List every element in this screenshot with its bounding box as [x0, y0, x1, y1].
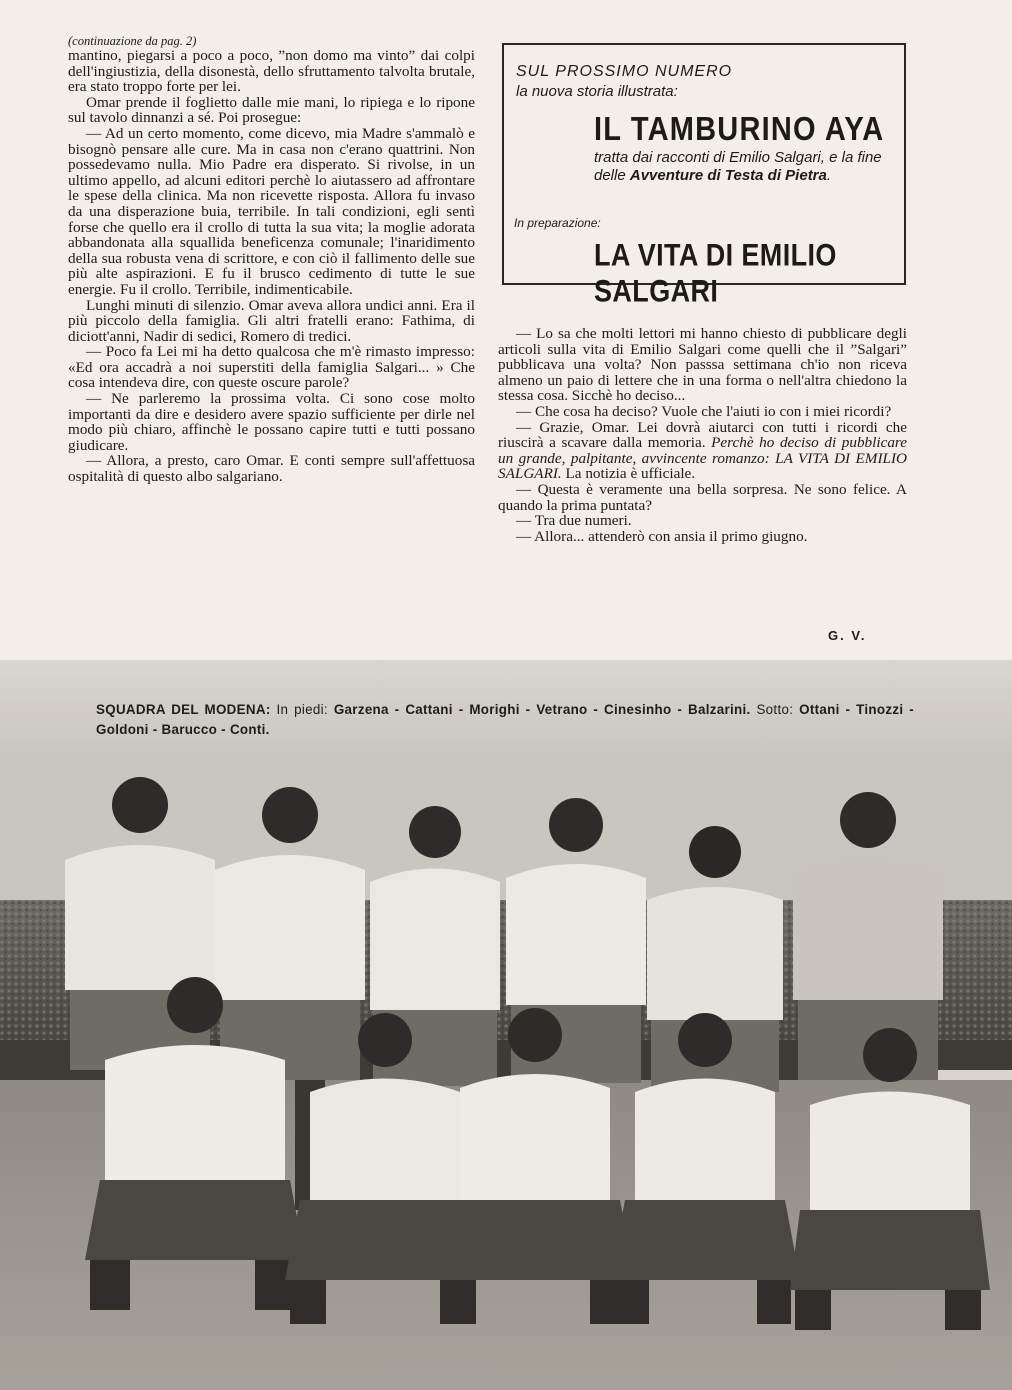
paragraph: — Allora, a presto, caro Omar. E conti sempre sull'affettuosa ospitalità di questo albo salgariano. [68, 452, 475, 486]
paragraph: — Poco fa Lei mi ha detto qualcosa che m'è rimasto impresso: «Ed ora accadrà a noi superstiti della famiglia Salgari... » Che cosa intendeva dire, con queste oscure parole? [68, 343, 475, 392]
caption-standing-label: In piedi: [270, 702, 334, 717]
team-photo [0, 660, 1012, 1390]
italic-announcement: Perchè ho deciso di pubblicare un grande, palpitante, avvincente romanzo: LA VITA DI EMILIO SALGARI. [498, 434, 908, 483]
paragraph: — Allora... attenderò con ansia il primo giugno. [516, 527, 808, 545]
caption-standing-names: Garzena - Cattani - Morighi - Vetrano - Cinesinho - Balzarini. [333, 702, 751, 717]
story-description-text: tratta dai racconti di Emilio Salgari, e la fine delle [594, 149, 882, 184]
story-description-bold: Avventure di Testa di Pietra [629, 166, 827, 184]
paragraph: — Ne parleremo la prossima volta. Ci sono cose molto importanti da dire e desidero avere spazio sufficiente per dirle nel modo più chiaro, affinchè le possano capire tutti e tutti possano giudicare. [68, 390, 475, 454]
next-issue-box [502, 43, 906, 309]
photo-caption [96, 700, 914, 740]
caption-sitting-label: Sotto: [750, 702, 800, 717]
in-preparation-title: LA VITA DI EMILIO SALGARI [594, 238, 837, 309]
paragraph: — Che cosa ha deciso? Vuole che l'aiuti io con i miei ricordi? [516, 402, 892, 420]
story-title: IL TAMBURINO AYA [594, 111, 885, 148]
paragraph: — Questa è veramente una bella sorpresa. Ne sono felice. A quando la prima puntata? [498, 480, 907, 514]
in-preparation-label: In preparazione: [514, 216, 601, 230]
article-right-column [498, 326, 907, 544]
paragraph: — Tra due numeri. [516, 512, 632, 530]
continuation-note: (continuazione da pag. 2) [68, 34, 197, 48]
paragraph: — Ad un certo momento, come dicevo, mia Madre s'ammalò e bisognò pensare alle cure. Ma in casa non c'erano quattrini. Non possedevamo nulla. Mio Padre era disperato. Si rivolse, in un ultimo appello, ad alcuni editori perchè lo aiutassero ad affrontare le spese della clinica. Ma non ricevette risposta. Allora fu invaso da una disperazione buia, terribile. In tali condizioni, egli sentì forse che quello era il crollo di tutta la sua vita; la moglie adorata abbandonata alla squallida beneficenza comunale; l'inaridimento della sua robusta vena di scrittore, e con ciò il fallimento delle sue più alte aspirazioni. E fu il brusco cedimento di tutte le sue energie. Fu il crollo. Terribile, indimenticabile. [68, 124, 475, 298]
paragraph-text: — Grazie, Omar. Lei dovrà aiutarci con tutti i ricordi che riuscirà a scavare dalla memoria. [498, 418, 907, 452]
paragraph: Lunghi minuti di silenzio. Omar aveva allora undici anni. Era il più piccolo della famiglia. Gli altri fratelli erano: Fathima, di diciott'anni, Nadir di sedici, Romero di tredici. [68, 296, 475, 345]
paragraph: — Lo sa che molti lettori mi hanno chiesto di pubblicare degli articoli sulla vita di Emilio Salgari come quelli che il ”Salgari” pubblicava una volta? Non passsa settimana ch'io non riceva almeno un paio di lettere che in una forma o nell'altra chiedono la stessa cosa. Sicchè ho deciso... [498, 325, 907, 405]
article-left-column [68, 34, 475, 485]
story-description [594, 149, 894, 184]
next-issue-subheading: la nuova storia illustrata: [516, 83, 678, 100]
story-description-end: . [826, 166, 832, 184]
author-signature: G. V. [828, 628, 867, 643]
caption-team: SQUADRA DEL MODENA: [96, 702, 271, 717]
paragraph: mantino, piegarsi a poco a poco, ”non domo ma vinto” dai colpi dell'ingiustizia, della disonestà, dello sfruttamento talvolta brutale, era stato troppo forte per lei. [68, 47, 475, 96]
paragraph-text-end: La notizia è ufficiale. [561, 465, 696, 483]
paragraph [498, 420, 907, 482]
caption-sitting-names: Ottani - Tinozzi - Goldoni - Barucco - Conti. [96, 702, 915, 737]
paragraph: Omar prende il foglietto dalle mie mani, lo ripiega e lo ripone sul tavolo dinnanzi a sé. Poi prosegue: [68, 93, 475, 127]
team-photo-illustration [0, 660, 1012, 1390]
next-issue-heading: SUL PROSSIMO NUMERO [516, 63, 733, 80]
